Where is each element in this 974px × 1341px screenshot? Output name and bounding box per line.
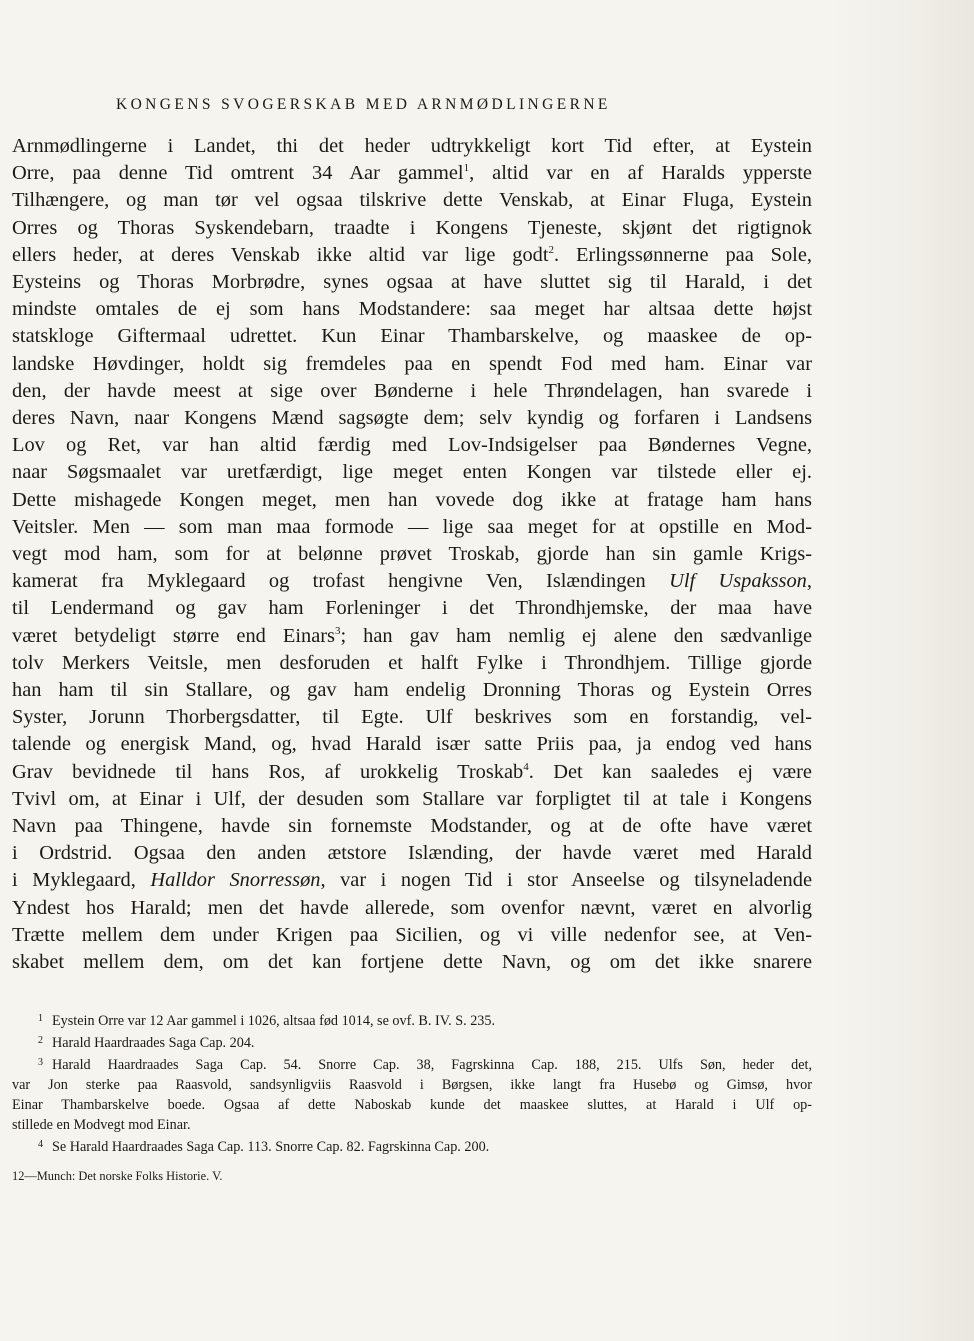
text-line: været betydeligt større end Einars$^3$; han gav ham nemlig ej alene den sædvanlige — [12, 624, 812, 647]
text-line: Grav bevidnede til hans Ros, af urokkelig Troskab$^4$. Det kan saaledes ej være — [12, 760, 812, 783]
italic-name: Halldor Snorressøn — [150, 869, 321, 892]
text-line: Navn paa Thingene, havde sin fornemste Modstander, og at de ofte have været — [12, 815, 812, 838]
text-line: i Ordstrid. Ogsaa den anden ætstore Islænding, der havde været med Harald — [12, 842, 812, 865]
text-line: den, der havde meest at sige over Bønderne i hele Thrøndelagen, han svarede i — [12, 379, 812, 402]
text-line: naar Søgsmaalet var uretfærdigt, lige meget enten Kongen var tilstede eller ej. — [12, 461, 812, 484]
text-line: statskloge Giftermaal udrettet. Kun Einar Thambarskelve, og maaskee de op- — [12, 325, 812, 348]
footnote: 3 Harald Haardraades Saga Cap. 54. Snorre Cap. 38, Fagrskinna Cap. 188, 215. Ulfs Søn, heder det, — [12, 1053, 812, 1075]
text-line: tolv Merkers Veitsle, men desforuden et halft Fylke i Throndhjem. Tillige gjorde — [12, 651, 812, 674]
text-line: mindste omtales de ej som hans Modstandere: saa meget har altsaa dette højst — [12, 298, 812, 321]
footnotes — [12, 1009, 812, 1157]
running-head — [116, 96, 916, 114]
text-line: Syster, Jorunn Thorbergsdatter, til Egte. Ulf beskrives som en forstandig, vel- — [12, 706, 812, 729]
text-line: Yndest hos Harald; men det havde allerede, som ovenfor nævnt, været en alvorlig — [12, 896, 812, 919]
text-line: Eysteins og Thoras Morbrødre, synes ogsaa at have sluttet sig til Harald, i det — [12, 271, 812, 294]
text-line: Tilhængere, og man tør vel ogsaa tilskrive dette Venskab, at Einar Fluga, Eystein — [12, 189, 812, 212]
text-line: han ham til sin Stallare, og gav ham endelig Dronning Thoras og Eystein Orres — [12, 679, 812, 702]
text-line: Orres og Thoras Syskendebarn, traadte i Kongens Tjeneste, skjønt det rigtignok — [12, 216, 812, 239]
text-line: landske Høvdinger, holdt sig fremdeles paa en spendt Fod med ham. Einar var — [12, 352, 812, 375]
footnote-reference: 3 — [334, 624, 341, 637]
footnote-reference: 2 — [548, 243, 555, 256]
italic-name: Ulf Uspaksson — [669, 570, 807, 593]
text-line: kamerat fra Myklegaard og trofast hengivne Ven, Islændingen Ulf Uspaksson, — [12, 570, 812, 593]
footnote: 1 Eystein Orre var 12 Aar gammel i 1026, altsaa fød 1014, se ovf. B. IV. S. 235. — [12, 1009, 812, 1031]
body-text — [12, 133, 812, 976]
text-line: deres Navn, naar Kongens Mænd sagsøgte dem; selv kyndig og forfaren i Landsens — [12, 407, 812, 430]
text-line: Orre, paa denne Tid omtrent 34 Aar gammel$^1$, altid var en af Haralds ypperste — [12, 162, 812, 185]
page-margin-shading — [824, 0, 974, 1341]
text-line: vegt mod ham, som for at belønne prøvet Troskab, gjorde han sin gamle Krigs- — [12, 543, 812, 566]
text-line: Trætte mellem dem under Krigen paa Sicilien, og vi ville nedenfor see, at Ven- — [12, 923, 812, 946]
footnote-mark: 2 — [38, 1035, 43, 1047]
text-line: ellers heder, at deres Venskab ikke altid var lige godt$^2$. Erlingssønnerne paa Sole, — [12, 243, 812, 266]
footnote-mark: 3 — [38, 1057, 43, 1069]
footnote-continuation: stillede en Modvegt mod Einar. — [12, 1117, 191, 1134]
text-line: skabet mellem dem, om det kan fortjene dette Navn, og om det ikke snarere — [12, 951, 812, 974]
footnote-mark: 1 — [38, 1013, 43, 1025]
text-line: til Lendermand og gav ham Forleninger i det Throndhjemske, der maa have — [12, 597, 812, 620]
footnote-continuation: var Jon sterke paa Raasvold, sandsynligviis Raasvold i Børgsen, ikke langt fra Husebø og Gimsø, hvor — [12, 1077, 812, 1094]
text-line: Tvivl om, at Einar i Ulf, der desuden som Stallare var forpligtet til at tale i Kongens — [12, 787, 812, 810]
text-line: Veitsler. Men — som man maa formode — lige saa meget for at opstille en Mod- — [12, 515, 812, 538]
footnote-continuation: Einar Thambarskelve boede. Ogsaa af dette Naboskab kunde det maaskee sluttes, at Harald i Ulf op- — [12, 1097, 812, 1114]
text-line: Dette mishagede Kongen meget, men han vovede dog ikke at fratage ham hans — [12, 488, 812, 511]
signature-line: 12—Munch: Det norske Folks Historie. V. — [12, 1169, 223, 1184]
footnote: 4 Se Harald Haardraades Saga Cap. 113. Snorre Cap. 82. Fagrskinna Cap. 200. — [12, 1135, 812, 1157]
text-line: talende og energisk Mand, og, hvad Harald især satte Priis paa, ja endog ved hans — [12, 733, 812, 756]
running-head-title: KONGENS SVOGERSKAB MED ARNMØDLINGERNE — [116, 96, 611, 113]
footnote: 2 Harald Haardraades Saga Cap. 204. — [12, 1031, 812, 1053]
text-line: i Myklegaard, Halldor Snorressøn, var i nogen Tid i stor Anseelse og tilsyneladende — [12, 869, 812, 892]
text-line: Arnmødlingerne i Landet, thi det heder udtrykkeligt kort Tid efter, at Eystein — [12, 135, 812, 157]
footnote-reference: 1 — [463, 162, 470, 175]
footnote-reference: 4 — [523, 760, 529, 773]
text-line: Lov og Ret, var han altid færdig med Lov-Indsigelser paa Bøndernes Vegne, — [12, 434, 812, 457]
footnote-mark: 4 — [38, 1139, 43, 1151]
